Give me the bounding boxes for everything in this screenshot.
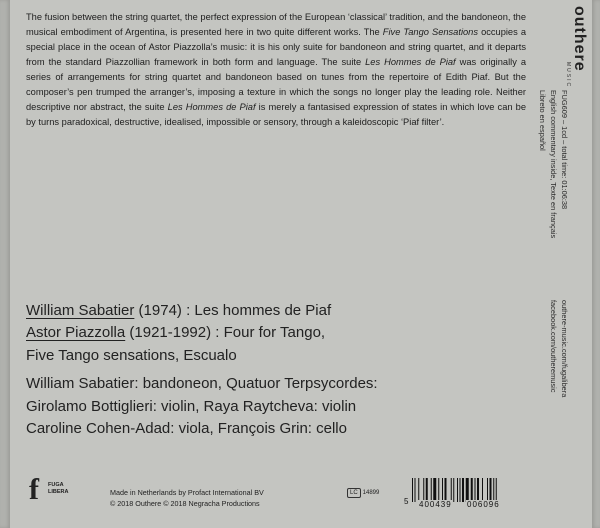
barcode-group: 006096	[467, 500, 500, 509]
barcode-bar	[445, 478, 447, 502]
outhere-logo-subtitle: MUSIC	[565, 62, 571, 89]
wordmark-line: LIBERA	[48, 489, 69, 495]
wordmark-line: FUGA	[48, 482, 64, 488]
barcode-bar	[438, 478, 439, 502]
commentary-info: English commentary inside, Texte en français	[549, 90, 558, 239]
barcode-bar	[451, 478, 452, 502]
work-titles: : Four for Tango,	[211, 324, 326, 342]
work-titles: : Les hommes de Piaf	[181, 302, 332, 319]
made-in-line: Made in Netherlands by Profact International BV	[110, 488, 264, 497]
label-website: outhere-music.com/fugalibera	[560, 300, 569, 398]
barcode-bar	[466, 478, 469, 502]
barcode-digit: 5	[404, 497, 409, 506]
barcode-bar	[412, 478, 413, 502]
barcode-bar	[471, 478, 473, 502]
work-title-italic: Les Hommes de Piaf	[167, 102, 256, 112]
liner-notes-part: The fusion between the string quartet, the perfect expression of the European ‘classical’ tradition, and the bandoneon, the musical embodiment of Argentina, is presented here in two quite different works. The	[26, 12, 526, 37]
barcode-bar	[431, 478, 432, 502]
work-line	[26, 322, 526, 344]
barcode-bar	[460, 478, 461, 502]
lc-mark: LC	[347, 488, 361, 498]
barcode-bar	[433, 478, 436, 502]
fuga-libera-glyph: f	[29, 473, 39, 506]
barcode-bar	[475, 478, 476, 502]
performer-line: Girolamo Bottiglieri: violin, Raya Raytcheva: violin	[26, 397, 357, 415]
catalog-info: FUG609 – 1cd – total time: 01:06:38	[560, 90, 569, 210]
liner-notes	[26, 10, 526, 130]
liner-notes-part: occupies a special place in the ocean of Astor Piazzolla’s music: it is his only suite for bandoneon and string quartet, and it departs from the standard Piazzollian framework in both form and language. The suite	[26, 27, 526, 67]
case-edge-right	[592, 0, 600, 528]
composer-name: William Sabatier	[26, 302, 135, 319]
barcode-bar	[493, 478, 494, 502]
work-title-italic: Five Tango Sensations	[382, 27, 478, 37]
barcode-bar	[457, 478, 458, 502]
barcode-bar	[415, 478, 416, 502]
barcode-bar	[426, 478, 428, 502]
composer-name: Astor Piazzolla	[26, 324, 126, 342]
barcode-bar	[482, 478, 483, 502]
work-line-continued: Five Tango sensations, Escualo	[26, 346, 237, 364]
outhere-logo: outhere	[571, 6, 588, 72]
work-title-italic: Les Hommes de Piaf	[365, 57, 456, 67]
copyright-line: © 2018 Outhere © 2018 Negracha Productions	[110, 498, 260, 508]
liner-notes-part: is merely a fantasised expression of states in which love can be by turns paradoxical, destructive, idealised, impossible or sensory, through a kaleidoscopic ‘Piaf filter’.	[26, 102, 526, 127]
liner-notes-part: was originally a series of arrangements for string quartet and bandoneon based on tunes from the repertoire of Edith Piaf. But the composer’s pen trumped the arranger’s, imposing a texture in which the songs no longer play the leading role. Neither descriptive nor abstract, the suite	[26, 57, 527, 112]
barcode-bar	[490, 478, 492, 502]
barcode-bar	[477, 478, 479, 502]
barcode-bar	[453, 478, 454, 502]
barcode-group: 400439	[419, 500, 452, 509]
barcode-bar	[487, 478, 488, 502]
barcode	[404, 478, 518, 508]
fuga-libera-logo	[26, 473, 69, 516]
barcode-bar	[418, 478, 419, 502]
credits-block	[26, 300, 526, 440]
work-line	[26, 300, 526, 322]
performer-line: William Sabatier: bandoneon, Quatuor Terpsycordes:	[26, 375, 378, 393]
label-code	[347, 488, 379, 498]
manufacture-info	[110, 488, 264, 509]
performer-line: Caroline Cohen-Adad: viola, François Grin: cello	[26, 420, 347, 438]
lc-number: 14899	[362, 490, 380, 496]
facebook-url: facebook.com/outheremusic	[549, 300, 558, 393]
barcode-bar	[462, 478, 464, 502]
barcode-bar	[442, 478, 443, 502]
barcode-bar	[423, 478, 424, 502]
libretto-info: Libreto en español	[538, 90, 547, 151]
fuga-libera-wordmark	[48, 482, 68, 496]
barcode-bar	[496, 478, 497, 502]
composer-dates: (1921-1992)	[125, 324, 212, 342]
composer-dates: (1974)	[134, 302, 182, 319]
case-edge-left	[0, 0, 10, 528]
barcode-bars	[412, 478, 516, 502]
